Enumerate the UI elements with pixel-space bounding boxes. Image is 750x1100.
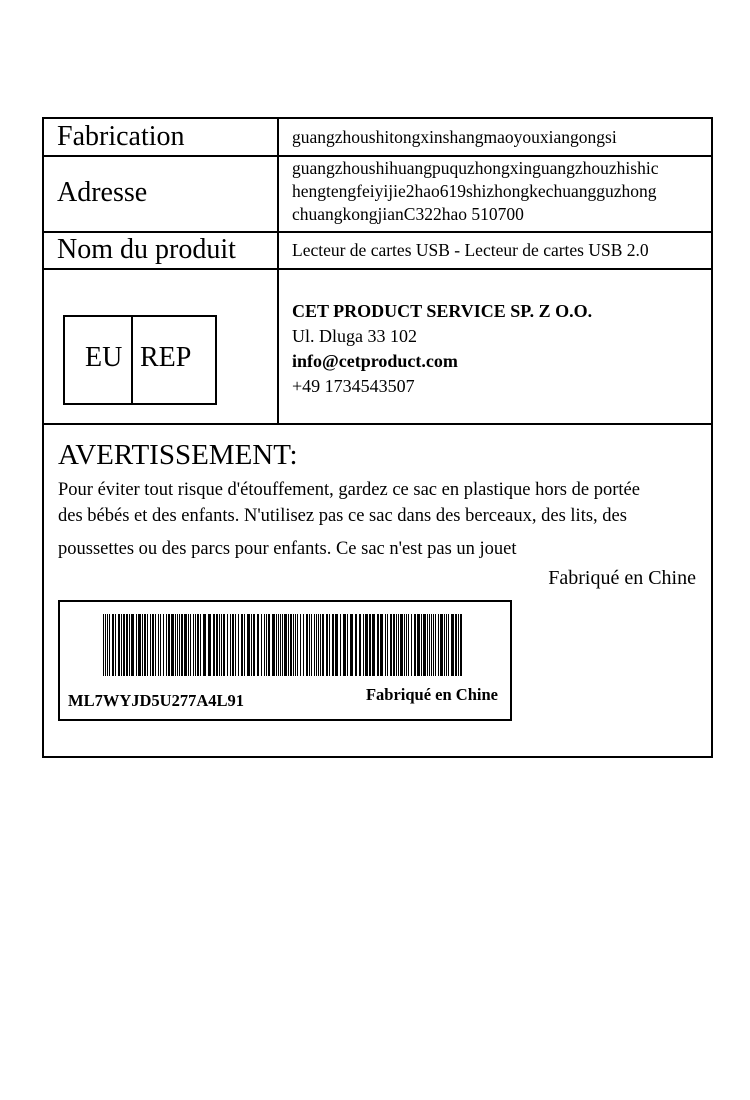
column-divider [277, 119, 279, 423]
barcode-code: ML7WYJD5U277A4L91 [68, 691, 244, 710]
warning-title: AVERTISSEMENT: [58, 439, 298, 471]
row-divider [44, 268, 711, 270]
rep-email: info@cetproduct.com [292, 351, 458, 371]
barcode-box [58, 600, 512, 721]
eu-rep-contact [292, 299, 592, 399]
barcode-made-in: Fabriqué en Chine [365, 685, 498, 704]
rep-phone: +49 1734543507 [292, 376, 415, 396]
badge-rep: REP [140, 342, 192, 373]
adresse-value [292, 157, 658, 226]
fabrication-label: Fabrication [57, 121, 185, 152]
produit-label: Nom du produit [57, 234, 236, 265]
warning-line: Pour éviter tout risque d'étouffement, gardez ce sac en plastique hors de portée [58, 480, 640, 500]
warning-line: poussettes ou des parcs pour enfants. Ce sac n'est pas un jouet [58, 539, 517, 559]
rep-company: CET PRODUCT SERVICE SP. Z O.O. [292, 301, 593, 321]
eu-rep-badge [63, 315, 217, 405]
row-divider [44, 231, 711, 233]
barcode-icon [103, 614, 467, 676]
adresse-label: Adresse [57, 177, 148, 208]
row-divider [44, 423, 711, 425]
adresse-line: guangzhoushihuangpuquzhongxinguangzhouzhishic [292, 158, 659, 178]
badge-divider [131, 317, 133, 403]
warning-line: des bébés et des enfants. N'utilisez pas ce sac dans des berceaux, des lits, des [58, 506, 627, 526]
adresse-line: hengtengfeiyijie2hao619shizhongkechuangguzhong [292, 181, 657, 201]
adresse-line: chuangkongjianC322hao 510700 [292, 204, 524, 224]
fabrication-value: guangzhoushitongxinshangmaoyouxiangongsi [292, 127, 617, 147]
produit-value: Lecteur de cartes USB - Lecteur de cartes USB 2.0 [292, 240, 649, 260]
badge-eu: EU [85, 342, 123, 373]
made-in-china: Fabriqué en Chine [548, 567, 696, 589]
rep-street: Ul. Dluga 33 102 [292, 326, 417, 346]
warning-text [58, 477, 698, 562]
product-label [42, 117, 713, 758]
